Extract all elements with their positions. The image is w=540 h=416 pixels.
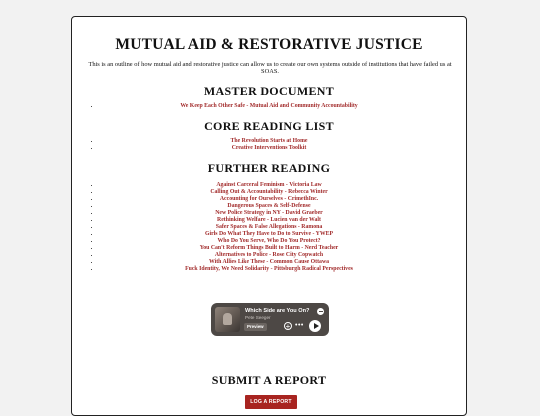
core-reading-list bbox=[72, 138, 466, 152]
list-item bbox=[100, 231, 466, 238]
track-artist[interactable]: Pete Seeger bbox=[245, 315, 271, 320]
preview-badge: Preview bbox=[244, 323, 267, 331]
list-item bbox=[100, 245, 466, 252]
master-document-list bbox=[72, 103, 466, 110]
list-item bbox=[100, 145, 466, 152]
master-document-heading: MASTER DOCUMENT bbox=[203, 84, 335, 98]
list-item bbox=[100, 224, 466, 231]
list-item bbox=[100, 210, 466, 217]
list-item bbox=[100, 196, 466, 203]
list-item bbox=[100, 138, 466, 145]
further-reading-link[interactable]: Against Carceral Feminism - Victoria Law bbox=[216, 182, 322, 188]
track-title[interactable]: Which Side are You On? bbox=[245, 308, 310, 314]
further-reading-link[interactable]: Dangerous Spaces & Self-Defense bbox=[227, 203, 311, 209]
further-reading-link[interactable]: Girls Do What They Have to Do to Survive - YWEP bbox=[204, 231, 334, 237]
further-reading-link[interactable]: New Police Strategy in NY - David Graeber bbox=[215, 210, 323, 216]
list-item bbox=[100, 238, 466, 245]
further-reading-link[interactable]: Alternatives to Police - Rose City Copwatch bbox=[214, 252, 324, 258]
further-reading-link[interactable]: Fuck Identity, We Need Solidarity - Pittsburgh Radical Perspectives bbox=[185, 266, 353, 272]
core-reading-link[interactable]: The Revolution Starts at Home bbox=[230, 138, 308, 144]
album-cover[interactable] bbox=[215, 307, 240, 332]
list-item bbox=[100, 266, 466, 273]
further-reading-link[interactable]: With Allies Like These - Common Cause Ottawa bbox=[208, 259, 330, 265]
further-reading-link[interactable]: Accounting for Ourselves - CrimethInc. bbox=[219, 196, 319, 202]
core-reading-link[interactable]: Creative Interventions Toolkit bbox=[231, 145, 307, 151]
list-item bbox=[100, 103, 466, 110]
spotify-logo-icon[interactable] bbox=[317, 308, 324, 315]
further-reading-heading: FURTHER READING bbox=[207, 161, 331, 175]
further-reading-link[interactable]: You Can't Reform Things Built to Harm - Nerd Teacher bbox=[199, 245, 339, 251]
further-reading-link[interactable]: Who Do You Serve, Who Do You Protect? bbox=[217, 238, 321, 244]
submit-report-heading: SUBMIT A REPORT bbox=[211, 373, 327, 387]
spotify-embed-player[interactable] bbox=[211, 303, 329, 336]
content-card bbox=[71, 16, 467, 416]
further-reading-list bbox=[72, 182, 466, 273]
list-item bbox=[100, 189, 466, 196]
more-icon[interactable]: ••• bbox=[295, 322, 304, 329]
further-reading-link[interactable]: Calling Out & Accountability - Rebecca Winter bbox=[210, 189, 328, 195]
add-icon[interactable]: + bbox=[285, 322, 291, 331]
master-document-link[interactable]: We Keep Each Other Safe - Mutual Aid and Community Accountability bbox=[180, 103, 358, 109]
intro-text: This is an outline of how mutual aid and restorative justice can allow us to create our own systems outside of institutions that have failed us at SOAS. bbox=[88, 61, 452, 76]
list-item bbox=[100, 217, 466, 224]
list-item bbox=[100, 259, 466, 266]
list-item bbox=[100, 252, 466, 259]
core-reading-heading: CORE READING LIST bbox=[204, 119, 334, 133]
list-item bbox=[100, 182, 466, 189]
further-reading-link[interactable]: Safer Spaces & False Allegations - Ramona bbox=[215, 224, 323, 230]
log-report-button[interactable]: LOG A REPORT bbox=[245, 395, 297, 409]
page-title: MUTUAL AID & RESTORATIVE JUSTICE bbox=[115, 36, 423, 53]
further-reading-link[interactable]: Rethinking Welfare - Lucien van der Walt bbox=[217, 217, 321, 223]
play-icon[interactable] bbox=[309, 320, 321, 332]
list-item bbox=[100, 203, 466, 210]
